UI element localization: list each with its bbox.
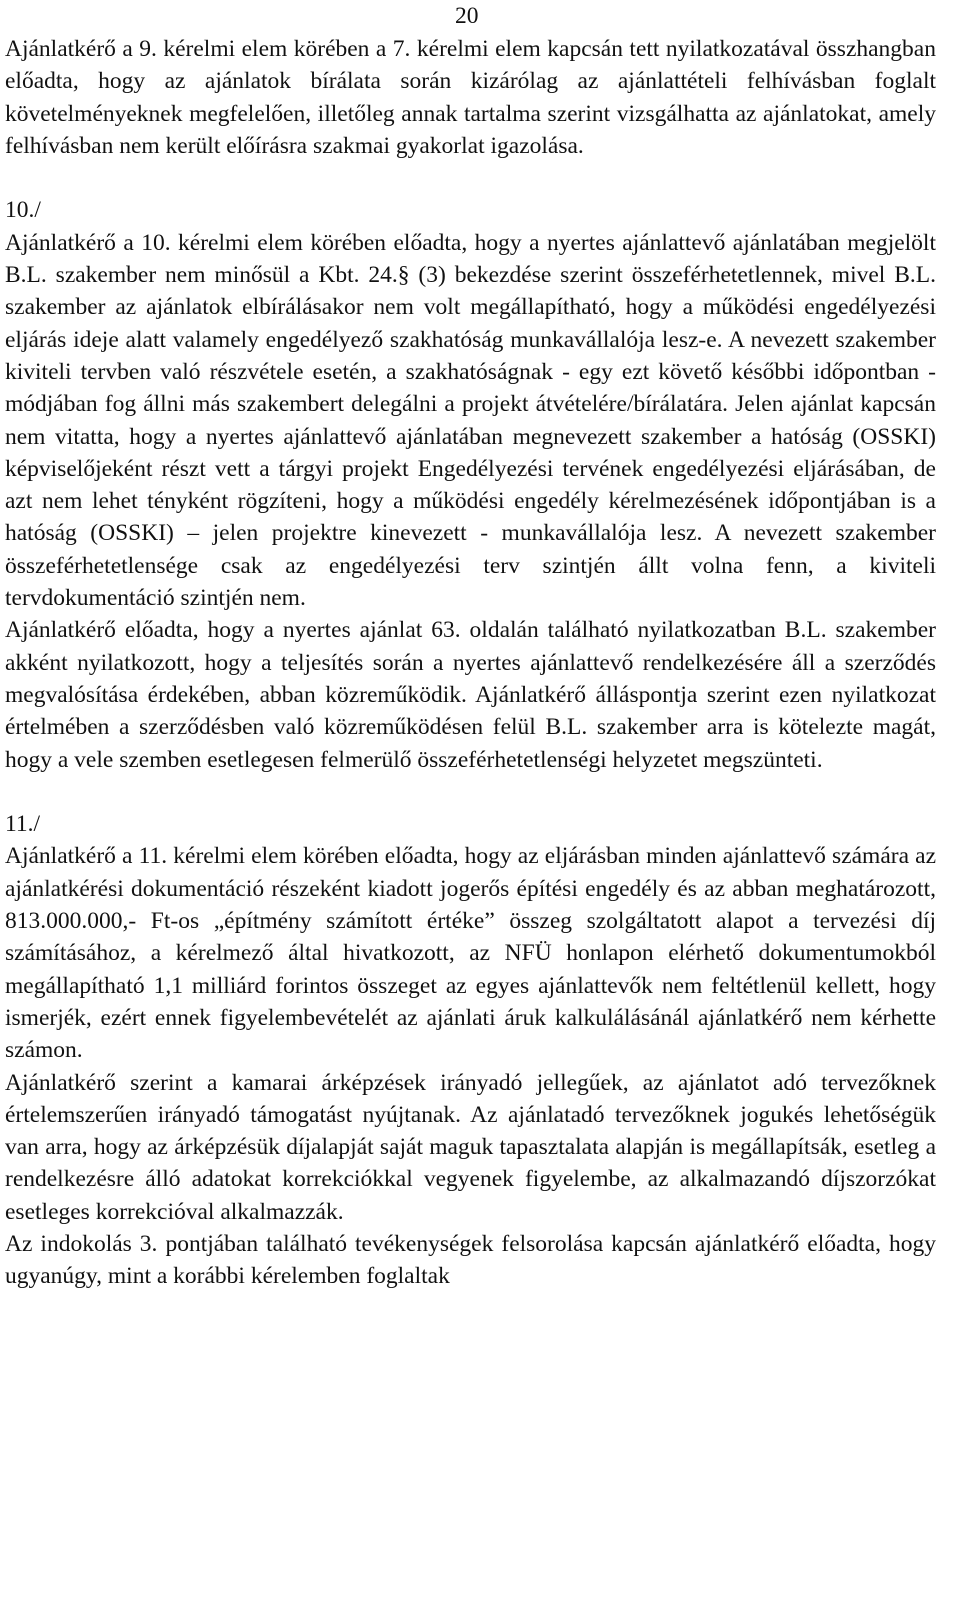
document-body bbox=[5, 33, 936, 1293]
section-heading-11: 11./ bbox=[5, 811, 41, 838]
paragraph-justification: Az indokolás 3. pontjában található tevékenységek felsorolása kapcsán ajánlatkérő előadta, hogy ugyanúgy, mint a korábbi kérelemben foglaltak bbox=[5, 1230, 936, 1290]
paragraph-item-10: Ajánlatkérő a 10. kérelmi elem körében előadta, hogy a nyertes ajánlattevő ajánlatában megjelölt B.L. szakember nem minősül a Kbt. 24.§ (3) bekezdése szerint összeférhetetlennek, mivel B.L. szakember az ajánlatok elbírálásakor nem volt megállapítható, hogy a működési engedélyezési eljárás ideje alatt valamely engedélyező szakhatóság munkavállalója lesz-e. A nevezett szakember kiviteli tervben való részvétele esetén, a szakhatóságnak - egy ezt követő későbbi időpontban - módjában fog állni más szakembert delegálni a projekt átvételére/bírálatára. Jelen ajánlat kapcsán nem vitatta, hogy a nyertes ajánlattevő ajánlatában megnevezett szakember a hatóság (OSSKI) képviselőjeként részt vett a tárgyi projekt Engedélyezési tervének engedélyezési eljárásában, de azt nem lehet tényként rögzíteni, hogy a működési engedély kérelmezésének időpontjában is a hatóság (OSSKI) – jelen projektre kinevezett - munkavállalója lesz. A nevezett szakember összeférhetetlensége csak az engedélyezési terv szintjén állt volna fenn, a kiviteli tervdokumentáció szintjén nem. bbox=[5, 229, 936, 612]
blank-line bbox=[5, 776, 936, 808]
paragraph-chamber-pricing: Ajánlatkérő szerint a kamarai árképzések irányadó jellegűek, az ajánlatot adó tervezőknek értelemszerűen irányadó támogatást nyújtanak. Az ajánlatadó tervezőknek jogukés lehetőségük van arra, hogy az árképzésük díjalapját saját maguk tapasztalata alapján is megállapítsák, esetleg a rendelkezésre álló adatokat korrekciókkal vegyenek figyelembe, az alkalmazandó díjszorzókat esetleges korrekcióval alkalmazzák. bbox=[5, 1069, 936, 1225]
paragraph-item-10-statement: Ajánlatkérő előadta, hogy a nyertes ajánlat 63. oldalán található nyilatkozatban B.L. szakember akként nyilatkozott, hogy a teljesítés során a nyertes ajánlattevő rendelkezésére áll a szerződés megvalósítása érdekében, abban közreműködik. Ajánlatkérő álláspontja szerint ezen nyilatkozat értelmében a szerződésben való közreműködésen felül B.L. szakember arra is kötelezte magát, hogy a vele szemben esetlegesen felmerülő összeférhetetlenségi helyzetet megszünteti. bbox=[5, 617, 936, 773]
paragraph-item-11: Ajánlatkérő a 11. kérelmi elem körében előadta, hogy az eljárásban minden ajánlattevő számára az ajánlatkérési dokumentáció részeként kiadott jogerős építési engedély és az abban meghatározott, 813.000.000,- Ft-os „építmény számított értéke” összeg szolgáltatott alapot a tervezési díj számításához, a kérelmező által hivatkozott, az NFÜ honlapon elérhető dokumentumokból megállapítható 1,1 milliárd forintos összeget az egyes ajánlattevők nem feltétlenül kellett, hogy ismerjék, ezért ennek figyelembevételét az ajánlati áruk kalkulálásánál ajánlatkérő nem kérhette számon. bbox=[5, 843, 936, 1064]
blank-line bbox=[5, 162, 936, 194]
section-heading-10: 10./ bbox=[5, 197, 41, 224]
page-number: 20 bbox=[455, 3, 479, 29]
paragraph-item-9: Ajánlatkérő a 9. kérelmi elem körében a 7. kérelmi elem kapcsán tett nyilatkozatával összhangban előadta, hogy az ajánlatok bírálata során kizárólag az ajánlattételi felhívásban foglalt követelményeknek megfelelően, illetőleg annak tartalma szerint vizsgálhatta az ajánlatokat, amely felhívásban nem került előírásra szakmai gyakorlat igazolása. bbox=[5, 36, 936, 159]
